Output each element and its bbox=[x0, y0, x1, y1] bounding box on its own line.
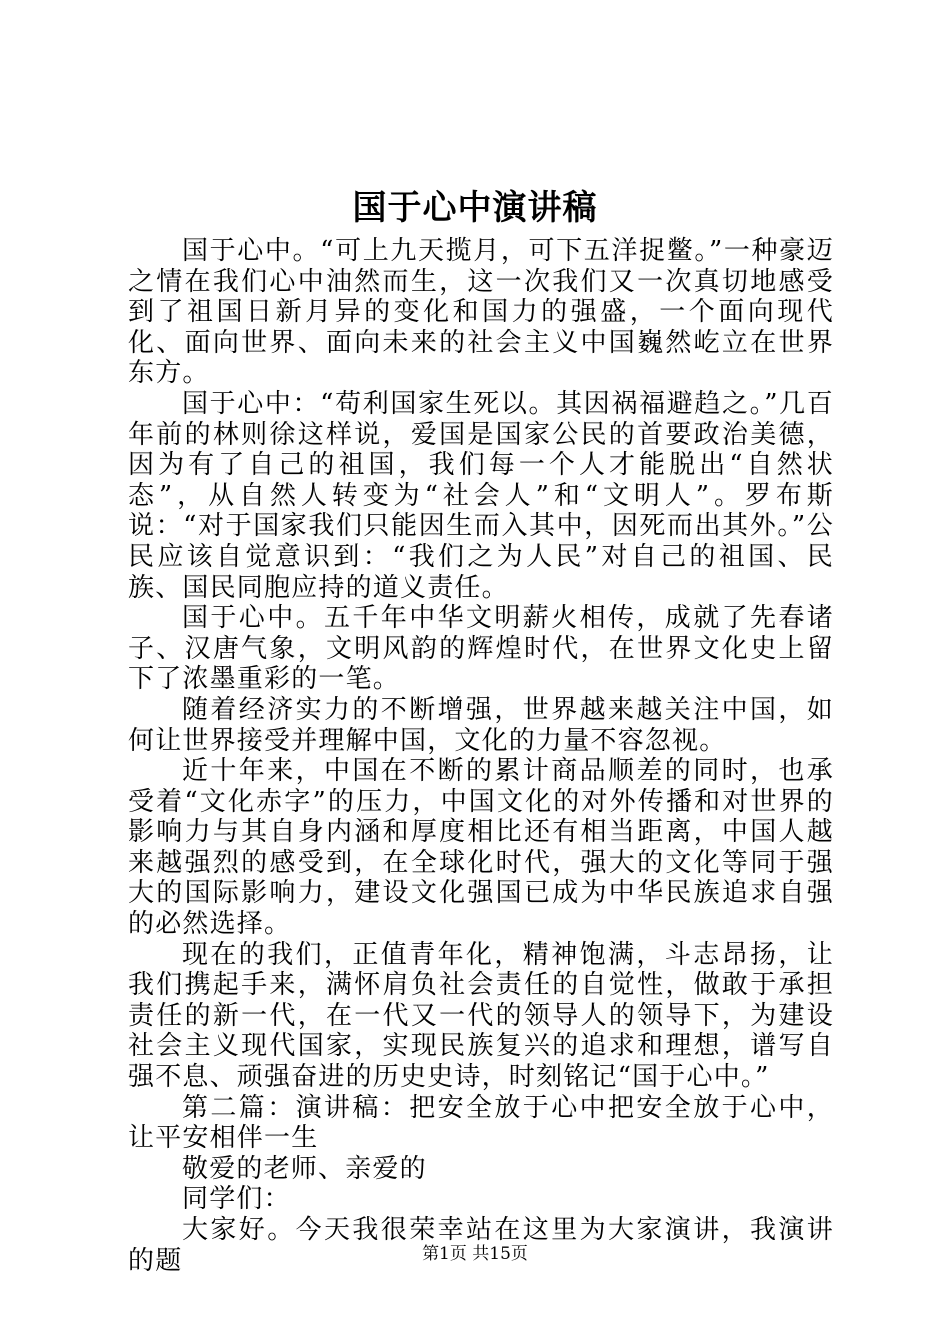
salutation: 敬爱的老师、亲爱的 bbox=[182, 1153, 427, 1184]
paragraph: 随着经济实力的不断增强，世界越来越关注中国，如何让世界接受并理解中国，文化的力量不容忽视。 bbox=[128, 694, 834, 756]
paragraph: 近十年来，中国在不断的累计商品顺差的同时，也承受着“文化赤字”的压力，中国文化的对外传播和对世界的影响力与其自身内涵和厚度相比还有相当距离，中国人越来越强烈的感受到，在全球化时代，强大的文化等同于强大的国际影响力，建设文化强国已成为中华民族追求自强的必然选择。 bbox=[128, 756, 834, 940]
paragraph: 国于心中。“可上九天揽月，可下五洋捉鳖。”一种豪迈之情在我们心中油然而生，这一次我们又一次真切地感受到了祖国日新月异的变化和国力的强盛，一个面向现代化、面向世界、面向未来的社会主义中国巍然屹立在世界东方。 bbox=[128, 236, 834, 389]
paragraph: 大家好。今天我很荣幸站在这里为大家演讲，我演讲的题 bbox=[128, 1215, 834, 1276]
page-number: 第1页 共15页 bbox=[422, 1244, 528, 1264]
paragraph: 国于心中。五千年中华文明薪火相传，成就了先春诸子、汉唐气象，文明风韵的辉煌时代，在世界文化史上留下了浓墨重彩的一笔。 bbox=[128, 603, 834, 695]
document-title: 国于心中演讲稿 bbox=[352, 188, 598, 228]
document-body bbox=[128, 236, 834, 1276]
paragraph: 现在的我们，正值青年化，精神饱满，斗志昂扬，让我们携起手来，满怀肩负社会责任的自觉性，做敢于承担责任的新一代，在一代又一代的领导人的领导下，为建设社会主义现代国家，实现民族复兴的追求和理想，谱写自强不息、顽强奋进的历史史诗，时刻铭记“国于心中。” bbox=[128, 939, 834, 1093]
salutation: 同学们： bbox=[182, 1184, 291, 1215]
section-heading: 第二篇：演讲稿：把安全放于心中把安全放于心中，让平安相伴一生 bbox=[128, 1092, 834, 1154]
paragraph: 国于心中：“苟利国家生死以。其因祸福避趋之。”几百年前的林则徐这样说，爱国是国家公民的首要政治美德，因为有了自己的祖国，我们每一个人才能脱出“自然状态”，从自然人转变为“社会人”和“文明人”。罗布斯说：“对于国家我们只能因生而入其中，因死而出其外。”公民应该自觉意识到：“我们之为人民”对自己的祖国、民族、国民同胞应持的道义责任。 bbox=[128, 388, 834, 603]
